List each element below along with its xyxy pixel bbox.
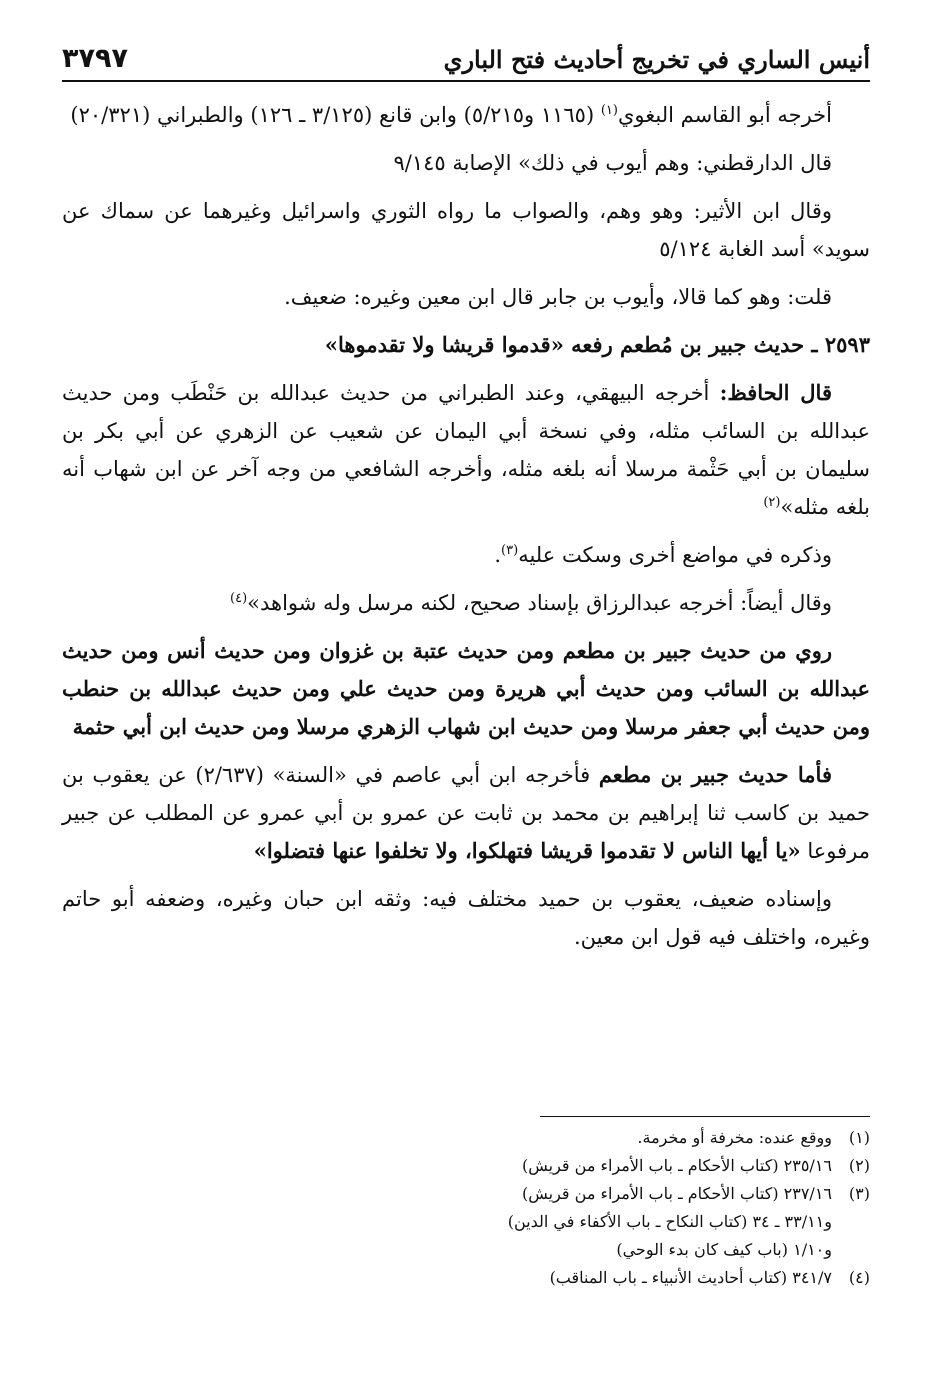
footnote-text: و٣٣/١١ ـ ٣٤ (كتاب النكاح ـ باب الأكفاء في الدين) [507, 1212, 832, 1231]
footnote-ref-1: (١) [600, 103, 618, 118]
paragraph-11: وإسناده ضعيف، يعقوب بن حميد مختلف فيه: وثقه ابن حبان وغيره، وضعفه أبو حاتم وغيره، واختلف فيه قول ابن معين. [62, 887, 870, 949]
text-span: (١١٦٥ و٥/٢١٥) وابن قانع (٣/١٢٥ ـ ١٢٦) والطبراني (٢٠/٣٢١) [70, 103, 601, 127]
footnote-ref-4: (٤) [230, 591, 248, 606]
footnote-ref-2: (٢) [763, 495, 781, 510]
text-span: وقال أيضاً: أخرجه عبدالرزاق بإسناد صحيح، لكنه مرسل وله شواهد» [247, 591, 832, 615]
text-span: أخرجه أبو القاسم البغوي [617, 103, 832, 127]
hafiz-lead: قال الحافظ: [719, 380, 832, 405]
footnote-3-cont-1 [62, 1208, 870, 1236]
footnote-number: (٢) [848, 1156, 870, 1175]
running-title: أنيس الساري في تخريج أحاديث فتح الباري [443, 45, 870, 74]
header-rule [62, 80, 870, 82]
jubayr-lead: فأما حديث جبير بن مطعم [598, 762, 832, 787]
paragraph-6 [62, 374, 870, 526]
page-header [62, 30, 870, 74]
text-span: فأخرجه ابن أبي عاصم في «السنة» (٢/٦٣٧) عن يعقوب بن حميد بن كاسب ثنا إبراهيم بن محمد بن ثابت عن عمرو بن أبي عمرو عن المطلب عن جبير مرفوعا [62, 763, 870, 863]
footnote-rule [540, 1116, 870, 1117]
footnote-4 [62, 1264, 870, 1292]
footnote-number: (٣) [848, 1184, 870, 1203]
paragraph-7 [62, 536, 870, 574]
footnotes [62, 1124, 870, 1292]
paragraph-1 [62, 96, 870, 134]
footnote-3-cont-2 [62, 1236, 870, 1264]
text-span: أخرجه البيهقي، وعند الطبراني من حديث عبدالله بن حَنْطَب ومن حديث عبدالله بن السائب مثله، وفي نسخة أبي اليمان عن شعيب عن الزهري عن أبي بكر بن سليمان بن أبي حَثْمة مرسلا أنه بلغه مثله، وأخرجه الشافعي من وجه آخر عن ابن شهاب أنه بلغه مثله» [62, 381, 870, 519]
paragraph-8 [62, 584, 870, 622]
footnote-text: ووقع عنده: مخرفة أو مخرمة. [637, 1128, 832, 1147]
footnote-ref-3: (٣) [501, 543, 519, 558]
footnote-number: (١) [848, 1128, 870, 1147]
hadith-heading: ٢٥٩٣ ـ حديث جبير بن مُطعم رفعه «قدموا قريشا ولا تقدموها» [324, 332, 870, 357]
footnote-text: ٢٣٧/١٦ (كتاب الأحكام ـ باب الأمراء من قريش) [522, 1184, 832, 1203]
paragraph-10 [62, 756, 870, 870]
text-span: وذكره في مواضع أخرى وسكت عليه [518, 543, 832, 567]
footnote-text: ٣٤١/٧ (كتاب أحاديث الأنبياء ـ باب المناقب) [549, 1268, 832, 1287]
footnote-text: ٢٣٥/١٦ (كتاب الأحكام ـ باب الأمراء من قريش) [522, 1156, 832, 1175]
text-span: . [494, 543, 502, 567]
footnote-text: و١/١٠ (باب كيف كان بدء الوحي) [616, 1240, 832, 1259]
paragraph-4: قلت: وهو كما قالا، وأيوب بن جابر قال ابن معين وغيره: ضعيف. [284, 285, 832, 309]
footnote-1 [62, 1124, 870, 1152]
paragraph-9: روي من حديث جبير بن مطعم ومن حديث عتبة بن غزوان ومن حديث أنس ومن حديث عبدالله بن السائب ومن حديث أبي هريرة ومن حديث علي ومن حديث عبدالله بن حنطب ومن حديث أبي جعفر مرسلا ومن حديث ابن شهاب الزهري مرسلا ومن حديث ابن أبي حثمة [62, 638, 870, 739]
footnote-3 [62, 1180, 870, 1208]
hadith-quote: «يا أيها الناس لا تقدموا قريشا فتهلكوا، ولا تخلفوا عنها فتضلوا» [253, 838, 801, 863]
footnote-number: (٤) [848, 1268, 870, 1287]
page-number: ٣٧٩٧ [62, 43, 128, 74]
main-text [62, 96, 870, 966]
paragraph-3: وقال ابن الأثير: وهو وهم، والصواب ما رواه الثوري واسرائيل وغيرهما عن سماك عن سويد» أسد الغابة ٥/١٢٤ [62, 199, 870, 261]
footnote-2 [62, 1152, 870, 1180]
paragraph-2: قال الدارقطني: وهم أيوب في ذلك» الإصابة ٩/١٤٥ [393, 151, 832, 175]
